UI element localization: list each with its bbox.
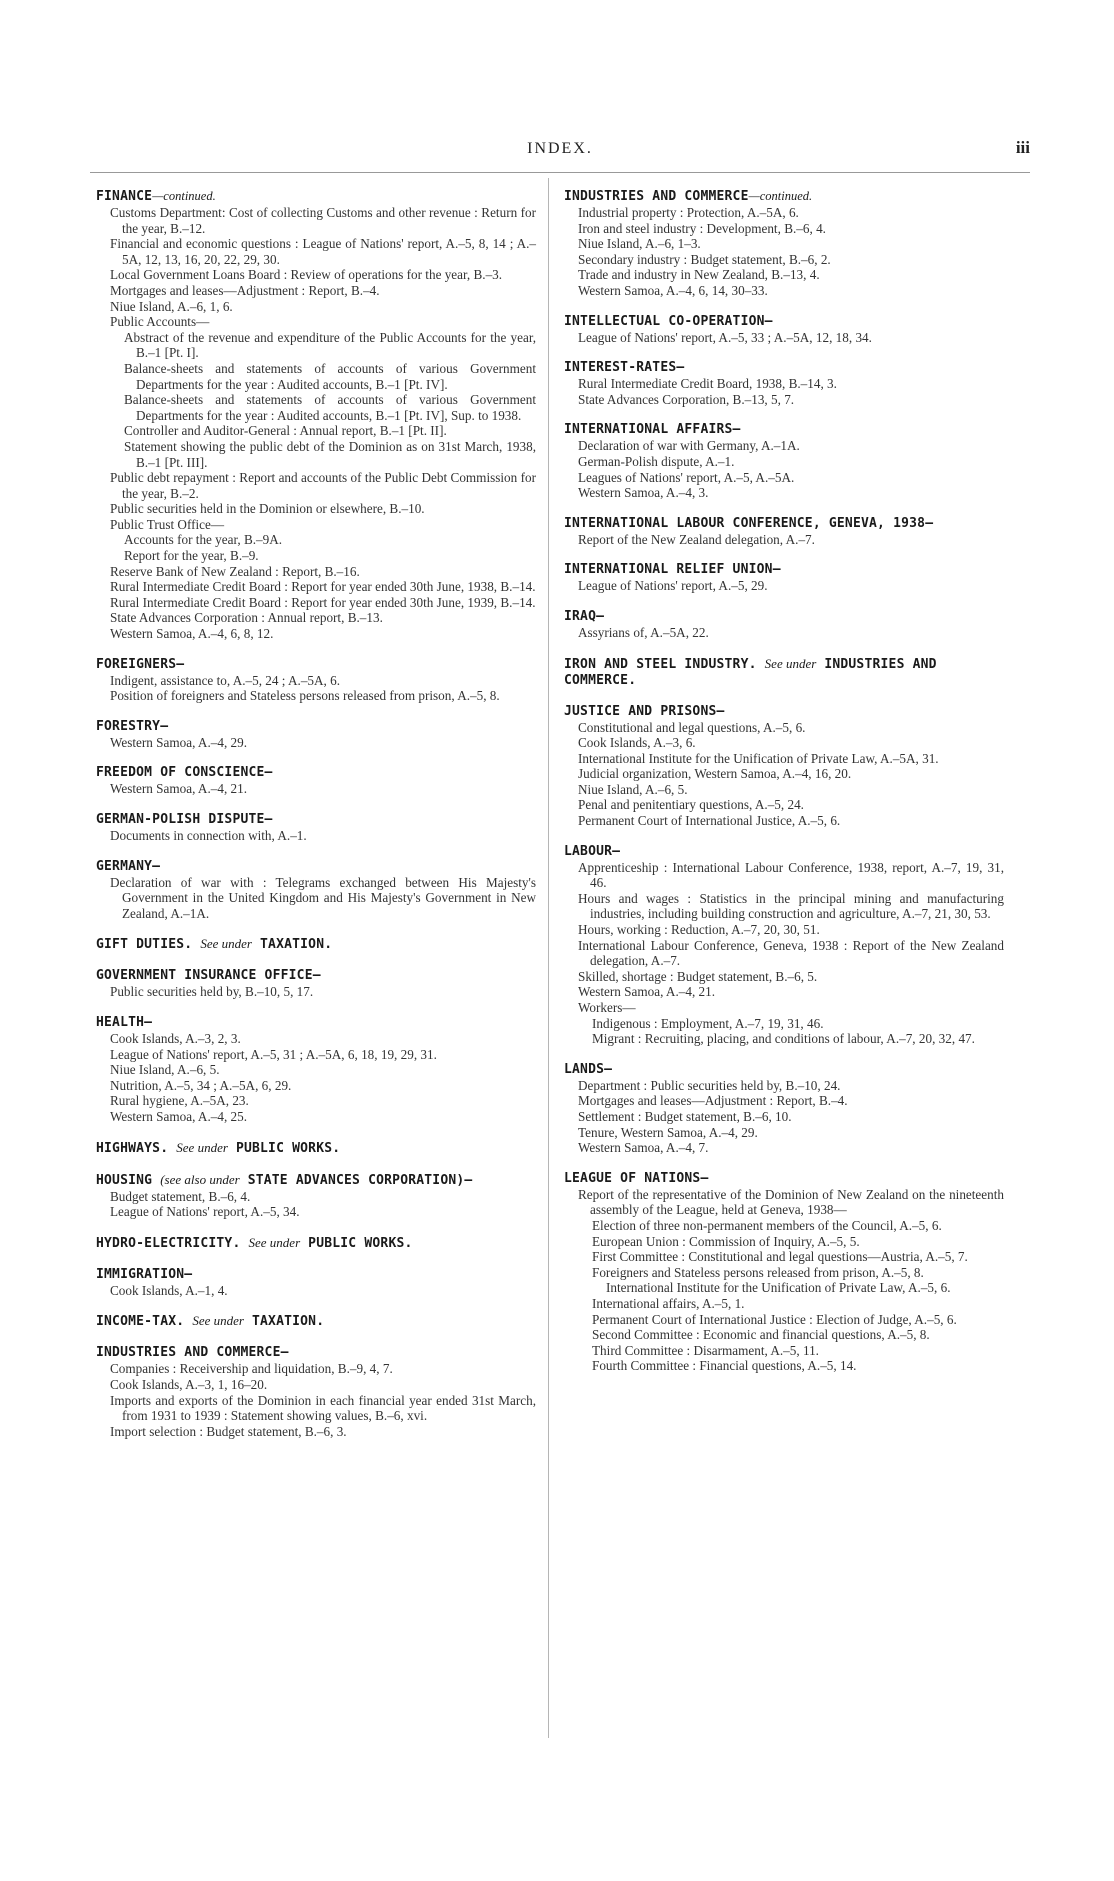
section-heading: INTERNATIONAL LABOUR CONFERENCE, GENEVA, 1938— xyxy=(564,515,934,531)
section-heading: FREEDOM OF CONSCIENCE— xyxy=(96,765,273,781)
page-number: iii xyxy=(1015,138,1030,157)
index-section-industries-and-commerce xyxy=(96,1345,536,1439)
index-entry: Western Samoa, A.–4, 21. xyxy=(578,984,716,1000)
index-entry: Western Samoa, A.–4, 7. xyxy=(578,1140,709,1156)
index-entry: Documents in connection with, A.–1. xyxy=(110,828,307,843)
index-entry: Trade and industry in New Zealand, B.–13, 4. xyxy=(578,267,820,283)
index-section-justice-and-prisons xyxy=(564,704,1004,829)
index-entry: Skilled, shortage : Budget statement, B.–6, 5. xyxy=(578,968,818,984)
index-entry: Public securities held by, B.–10, 5, 17. xyxy=(110,984,314,1000)
index-subentry: Third Committee : Disarmament, A.–5, 11. xyxy=(592,1342,819,1358)
index-section-labour xyxy=(564,844,1004,1047)
index-entry: Western Samoa, A.–4, 29. xyxy=(110,734,248,750)
index-entry: International Labour Conference, Geneva, 1938 : Report of the New Zealand delegation, A.–7. xyxy=(578,937,1004,969)
section-heading: INDUSTRIES AND COMMERCE— xyxy=(96,1345,289,1361)
index-entry: Position of foreigners and Stateless persons released from prison, A.–5, 8. xyxy=(110,688,500,704)
index-subentry: First Committee : Constitutional and legal questions—Austria, A.–5, 7. xyxy=(592,1249,968,1265)
index-subentry: International affairs, A.–5, 1. xyxy=(592,1295,745,1311)
index-entry: Iron and steel industry : Development, B.–6, 4. xyxy=(578,220,826,236)
index-section-finance xyxy=(96,188,536,642)
section-heading: IRAQ— xyxy=(564,608,605,624)
index-section-foreigners xyxy=(96,657,536,704)
index-entry: Mortgages and leases—Adjustment : Report, B.–4. xyxy=(578,1093,848,1109)
index-entry: Customs Department: Cost of collecting Customs and other revenue : Return for the year, B.–12. xyxy=(110,205,536,236)
index-entry: Mortgages and leases—Adjustment : Report, B.–4. xyxy=(110,282,380,298)
index-entry: Rural hygiene, A.–5A, 23. xyxy=(110,1093,249,1109)
index-entry: Imports and exports of the Dominion in each financial year ended 31st March, from 1931 to 1939 : Statement showing values, B.–6, xvi. xyxy=(110,1392,536,1424)
index-entry: Rural Intermediate Credit Board, 1938, B.–14, 3. xyxy=(578,376,837,392)
index-entry: Budget statement, B.–6, 4. xyxy=(110,1188,251,1204)
index-entry: German-Polish dispute, A.–1. xyxy=(578,453,735,469)
section-heading: FOREIGNERS— xyxy=(96,656,185,672)
index-entry: Companies : Receivership and liquidation, B.–9, 4, 7. xyxy=(110,1361,393,1377)
page-header xyxy=(90,140,1030,166)
section-heading: FINANCE—continued. xyxy=(96,189,216,204)
column-divider xyxy=(548,178,549,1738)
index-section-income-tax xyxy=(96,1313,536,1330)
index-section-international-labour-conference xyxy=(564,516,1004,548)
index-entry: Leagues of Nations' report, A.–5, A.–5A. xyxy=(578,469,795,485)
index-entry: Cook Islands, A.–3, 2, 3. xyxy=(110,1030,241,1046)
index-subentry: Indigenous : Employment, A.–7, 19, 31, 46. xyxy=(592,1015,824,1031)
index-section-housing xyxy=(96,1172,536,1220)
index-entry: Workers— xyxy=(578,1000,636,1015)
index-entry: Public securities held in the Dominion or elsewhere, B.–10. xyxy=(110,501,425,517)
index-entry: Report of the representative of the Dominion of New Zealand on the nineteenth assembly of the League, held at Geneva, 1938— xyxy=(578,1186,1004,1218)
index-subentry: International Institute for the Unification of Private Law, A.–5, 6. xyxy=(606,1280,951,1296)
index-entry: Industrial property : Protection, A.–5A, 6. xyxy=(578,205,799,220)
index-section-freedom-of-conscience xyxy=(96,765,536,797)
index-entry: Reserve Bank of New Zealand : Report, B.–16. xyxy=(110,563,360,579)
section-heading: HEALTH— xyxy=(96,1014,153,1030)
index-entry: International Institute for the Unification of Private Law, A.–5A, 31. xyxy=(578,750,939,766)
index-section-highways xyxy=(96,1140,536,1157)
index-entry: Financial and economic questions : League of Nations' report, A.–5, 8, 14 ; A.–5A, 12, 13, 16, 20, 22, 29, 30. xyxy=(110,236,536,267)
index-entry: Local Government Loans Board : Review of operations for the year, B.–3. xyxy=(110,267,503,283)
index-subentry: Balance-sheets and statements of accounts of various Government Departments for the year : Audited accounts, B.–1 [Pt. IV], Sup. to 1938. xyxy=(124,392,536,423)
section-heading: HYDRO-ELECTRICITY. See under PUBLIC WORKS. xyxy=(96,1234,413,1251)
index-entry: Public debt repayment : Report and accounts of the Public Debt Commission for the year, B.–2. xyxy=(110,470,536,501)
index-entry: Western Samoa, A.–4, 25. xyxy=(110,1108,248,1124)
section-heading: HIGHWAYS. See under PUBLIC WORKS. xyxy=(96,1139,341,1156)
index-section-forestry xyxy=(96,719,536,751)
index-entry: Declaration of war with : Telegrams exchanged between His Majesty's Government in the United Kingdom and His Majesty's Government in New Zealand, A.–1A. xyxy=(110,874,536,921)
index-entry: State Advances Corporation : Annual report, B.–13. xyxy=(110,610,383,626)
index-section-gift-duties xyxy=(96,936,536,953)
index-entry: Public Trust Office— xyxy=(110,516,225,532)
section-heading: JUSTICE AND PRISONS— xyxy=(564,703,725,719)
index-subentry: Foreigners and Stateless persons released from prison, A.–5, 8. xyxy=(592,1264,924,1280)
index-entry: Western Samoa, A.–4, 6, 8, 12. xyxy=(110,626,274,642)
index-subentry: Abstract of the revenue and expenditure of the Public Accounts for the year, B.–1 [Pt. I]. xyxy=(124,329,536,361)
index-entry: Rural Intermediate Credit Board : Report for year ended 30th June, 1939, B.–14. xyxy=(110,594,536,610)
index-section-league-of-nations xyxy=(564,1171,1004,1374)
index-entry: Western Samoa, A.–4, 21. xyxy=(110,781,248,797)
index-subentry: European Union : Commission of Inquiry, A.–5, 5. xyxy=(592,1233,860,1249)
index-entry: Rural Intermediate Credit Board : Report for year ended 30th June, 1938, B.–14. xyxy=(110,579,536,595)
index-entry: Secondary industry : Budget statement, B.–6, 2. xyxy=(578,251,831,267)
index-entry: League of Nations' report, A.–5, 29. xyxy=(578,578,768,594)
index-entry: Department : Public securities held by, B.–10, 24. xyxy=(578,1077,841,1093)
index-entry: Cook Islands, A.–1, 4. xyxy=(110,1282,228,1298)
section-heading: GOVERNMENT INSURANCE OFFICE— xyxy=(96,968,321,984)
index-entry: League of Nations' report, A.–5, 34. xyxy=(110,1204,300,1220)
section-heading: GIFT DUTIES. See under TAXATION. xyxy=(96,936,333,953)
index-section-intellectual-cooperation xyxy=(564,314,1004,346)
index-subentry: Second Committee : Economic and financial questions, A.–5, 8. xyxy=(592,1327,930,1343)
index-entry: Public Accounts— xyxy=(110,314,210,330)
index-entry: Western Samoa, A.–4, 3. xyxy=(578,485,709,501)
index-section-iraq xyxy=(564,609,1004,641)
index-entry: Hours and wages : Statistics in the principal mining and manufacturing industries, including building construction and agriculture, A.–7, 21, 30, 53. xyxy=(578,890,1004,922)
index-subentry: Fourth Committee : Financial questions, A.–5, 14. xyxy=(592,1358,857,1374)
index-entry: Assyrians of, A.–5A, 22. xyxy=(578,624,709,640)
index-entry: State Advances Corporation, B.–13, 5, 7. xyxy=(578,391,795,407)
index-entry: Tenure, Western Samoa, A.–4, 29. xyxy=(578,1124,758,1140)
index-section-iron-and-steel xyxy=(564,656,1004,689)
section-heading: INTEREST-RATES— xyxy=(564,360,685,376)
index-entry: Report of the New Zealand delegation, A.–7. xyxy=(578,531,815,547)
index-section-health xyxy=(96,1015,536,1125)
index-entry: Permanent Court of International Justice, A.–5, 6. xyxy=(578,813,841,829)
index-section-hydro-electricity xyxy=(96,1235,536,1252)
index-section-german-polish-dispute xyxy=(96,812,536,844)
index-section-government-insurance xyxy=(96,968,536,1000)
index-section-interest-rates xyxy=(564,360,1004,407)
index-entry: Niue Island, A.–6, 1–3. xyxy=(578,236,701,252)
index-subentry: Controller and Auditor-General : Annual report, B.–1 [Pt. II]. xyxy=(124,423,447,439)
index-section-lands xyxy=(564,1062,1004,1156)
section-heading: INTERNATIONAL RELIEF UNION— xyxy=(564,562,781,578)
index-entry: League of Nations' report, A.–5, 33 ; A.–5A, 12, 18, 34. xyxy=(578,329,872,345)
section-heading: INCOME-TAX. See under TAXATION. xyxy=(96,1313,325,1330)
index-entry: Niue Island, A.–6, 5. xyxy=(578,781,688,797)
index-subentry: Permanent Court of International Justice : Election of Judge, A.–5, 6. xyxy=(592,1311,957,1327)
index-section-industries-continued xyxy=(564,188,1004,299)
index-entry: Settlement : Budget statement, B.–6, 10. xyxy=(578,1108,792,1124)
header-rule xyxy=(90,172,1030,173)
section-heading: GERMAN-POLISH DISPUTE— xyxy=(96,812,273,827)
index-entry: Indigent, assistance to, A.–5, 24 ; A.–5A, 6. xyxy=(110,672,341,688)
page-title: INDEX. xyxy=(527,140,593,157)
index-entry: Cook Islands, A.–3, 1, 16–20. xyxy=(110,1376,268,1392)
index-entry: Penal and penitentiary questions, A.–5, 24. xyxy=(578,797,804,813)
index-subentry: Election of three non-permanent members of the Council, A.–5, 6. xyxy=(592,1217,942,1233)
index-entry: Judicial organization, Western Samoa, A.–4, 16, 20. xyxy=(578,766,852,782)
index-entry: Niue Island, A.–6, 5. xyxy=(110,1062,220,1078)
index-entry: League of Nations' report, A.–5, 31 ; A.–5A, 6, 18, 19, 29, 31. xyxy=(110,1046,437,1062)
section-heading: INDUSTRIES AND COMMERCE—continued. xyxy=(564,189,813,204)
index-section-international-relief-union xyxy=(564,562,1004,594)
index-entry: Declaration of war with Germany, A.–1A. xyxy=(578,438,800,454)
index-section-international-affairs xyxy=(564,422,1004,500)
index-subentry: Migrant : Recruiting, placing, and conditions of labour, A.–7, 20, 32, 47. xyxy=(592,1031,975,1047)
section-heading: INTERNATIONAL AFFAIRS— xyxy=(564,422,741,438)
index-section-germany xyxy=(96,859,536,922)
index-entry: Nutrition, A.–5, 34 ; A.–5A, 6, 29. xyxy=(110,1077,292,1093)
section-heading: LANDS— xyxy=(564,1061,613,1077)
index-entry: Import selection : Budget statement, B.–6, 3. xyxy=(110,1423,347,1439)
right-column xyxy=(564,188,1004,1389)
index-entry: Cook Islands, A.–3, 6. xyxy=(578,735,696,751)
section-heading: GERMANY— xyxy=(96,858,161,874)
index-subentry: Report for the year, B.–9. xyxy=(124,548,259,564)
index-entry: Niue Island, A.–6, 1, 6. xyxy=(110,298,233,314)
section-heading: HOUSING (see also under STATE ADVANCES CORPORATION)— xyxy=(96,1171,473,1188)
index-subentry: Accounts for the year, B.–9A. xyxy=(124,532,283,548)
left-column xyxy=(96,188,536,1454)
section-heading: FORESTRY— xyxy=(96,718,169,734)
index-subentry: Statement showing the public debt of the Dominion as on 31st March, 1938, B.–1 [Pt. III]. xyxy=(124,438,536,470)
section-heading: LEAGUE OF NATIONS— xyxy=(564,1170,709,1186)
section-heading: LABOUR— xyxy=(564,843,621,859)
index-entry: Apprenticeship : International Labour Conference, 1938, report, A.–7, 19, 31, 46. xyxy=(578,859,1004,891)
index-entry: Western Samoa, A.–4, 6, 14, 30–33. xyxy=(578,282,768,298)
section-heading: INTELLECTUAL CO-OPERATION— xyxy=(564,313,773,329)
index-section-immigration xyxy=(96,1267,536,1299)
section-heading: IMMIGRATION— xyxy=(96,1266,193,1282)
index-entry: Constitutional and legal questions, A.–5, 6. xyxy=(578,719,806,735)
index-subentry: Balance-sheets and statements of accounts of various Government Departments for the year : Audited accounts, B.–1 [Pt. IV]. xyxy=(124,360,536,392)
section-heading: IRON AND STEEL INDUSTRY. See under INDUSTRIES AND COMMERCE. xyxy=(564,655,937,688)
index-entry: Hours, working : Reduction, A.–7, 20, 30, 51. xyxy=(578,922,820,938)
